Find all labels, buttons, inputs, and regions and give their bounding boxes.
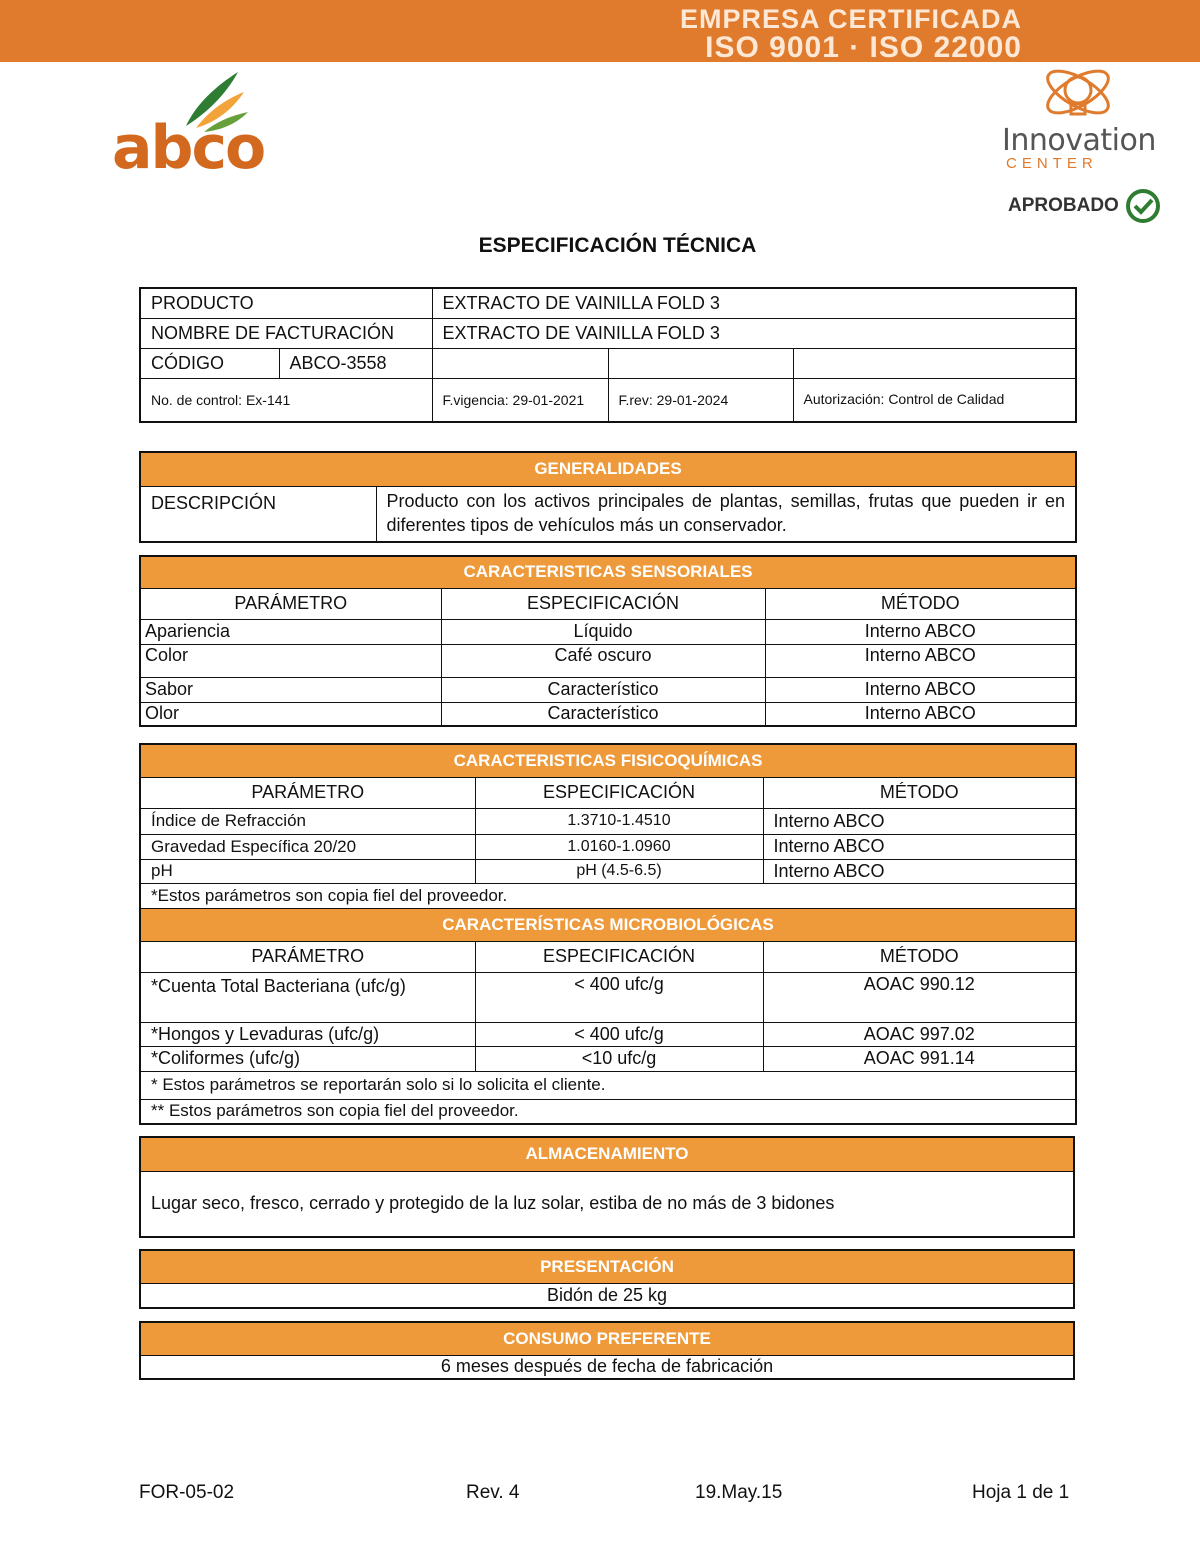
table-row — [140, 859, 1076, 883]
method-cell: AOAC 991.14 — [763, 1046, 1076, 1071]
column-header: MÉTODO — [763, 941, 1076, 972]
generalidades-table — [139, 451, 1077, 543]
column-header: ESPECIFICACIÓN — [441, 588, 765, 619]
revision-date: F.rev: 29-01-2024 — [608, 378, 793, 422]
method-cell: Interno ABCO — [763, 834, 1076, 859]
atom-bulb-icon — [1038, 60, 1118, 128]
table-row — [140, 1022, 1076, 1046]
method-cell: Interno ABCO — [765, 677, 1076, 702]
table-row — [140, 644, 1076, 677]
certification-line2: ISO 9001 · ISO 22000 — [705, 31, 1022, 64]
description-label: DESCRIPCIÓN — [140, 486, 376, 542]
footer-form-code: FOR-05-02 — [139, 1482, 235, 1503]
specification-cell: Líquido — [441, 619, 765, 644]
parameter-cell: *Coliformes (ufc/g) — [140, 1046, 475, 1071]
table-row — [140, 677, 1076, 702]
method-cell: Interno ABCO — [763, 859, 1076, 883]
column-header: ESPECIFICACIÓN — [475, 941, 763, 972]
authorization: Autorización: Control de Calidad — [793, 378, 1076, 422]
table-row — [140, 702, 1076, 726]
certification-text — [622, 6, 1022, 63]
billing-name-value: EXTRACTO DE VAINILLA FOLD 3 — [432, 318, 1076, 348]
table-row — [140, 1046, 1076, 1071]
specification-cell: 1.3710-1.4510 — [475, 808, 763, 834]
physicochemical-heading: CARACTERISTICAS FISICOQUÍMICAS — [140, 744, 1076, 777]
column-header: ESPECIFICACIÓN — [475, 777, 763, 808]
presentation-heading: PRESENTACIÓN — [140, 1250, 1074, 1283]
microbiological-note: ** Estos parámetros son copia fiel del proveedor. — [140, 1099, 1076, 1124]
physicochemical-note: *Estos parámetros son copia fiel del proveedor. — [140, 883, 1076, 908]
table-row — [140, 834, 1076, 859]
product-header-table — [139, 287, 1077, 423]
code-empty-cell — [793, 348, 1076, 378]
specification-cell: Característico — [441, 677, 765, 702]
abco-logo — [108, 64, 278, 183]
preferred-consumption-heading: CONSUMO PREFERENTE — [140, 1322, 1074, 1355]
parameter-cell: Olor — [140, 702, 441, 726]
column-header: PARÁMETRO — [140, 588, 441, 619]
parameter-cell: *Hongos y Levaduras (ufc/g) — [140, 1022, 475, 1046]
sensory-heading: CARACTERISTICAS SENSORIALES — [140, 556, 1076, 588]
specification-cell: 1.0160-1.0960 — [475, 834, 763, 859]
method-cell: AOAC 997.02 — [763, 1022, 1076, 1046]
parameter-cell: pH — [140, 859, 475, 883]
certification-banner — [0, 0, 1200, 62]
specification-cell: <10 ufc/g — [475, 1046, 763, 1071]
description-text: Producto con los activos principales de plantas, semillas, frutas que pueden ir en diferentes tipos de vehículos más un conservador. — [376, 486, 1076, 542]
code-value: ABCO-3558 — [279, 348, 432, 378]
method-cell: AOAC 990.12 — [763, 972, 1076, 1022]
table-row — [140, 972, 1076, 1022]
method-cell: Interno ABCO — [765, 702, 1076, 726]
specification-cell: < 400 ufc/g — [475, 972, 763, 1022]
abco-wordmark: abco — [112, 113, 265, 183]
parameter-cell: Sabor — [140, 677, 441, 702]
parameter-cell: Color — [140, 644, 441, 677]
specification-cell: Característico — [441, 702, 765, 726]
footer-date: 19.May.15 — [695, 1482, 783, 1503]
storage-text: Lugar seco, fresco, cerrado y protegido de la luz solar, estiba de no más de 3 bidones — [140, 1171, 1074, 1237]
code-empty-cell — [432, 348, 608, 378]
preferred-consumption-table — [139, 1321, 1075, 1380]
specification-cell: < 400 ufc/g — [475, 1022, 763, 1046]
footer-page: Hoja 1 de 1 — [972, 1482, 1070, 1503]
parameter-cell: Índice de Refracción — [140, 808, 475, 834]
table-row — [140, 619, 1076, 644]
parameter-cell: Apariencia — [140, 619, 441, 644]
control-number: No. de control: Ex-141 — [140, 378, 432, 422]
column-header: MÉTODO — [765, 588, 1076, 619]
table-row — [140, 808, 1076, 834]
approved-stamp — [1008, 188, 1161, 224]
generalidades-heading: GENERALIDADES — [140, 452, 1076, 486]
code-empty-cell — [608, 348, 793, 378]
sensory-table — [139, 555, 1077, 727]
check-circle-icon — [1125, 188, 1161, 224]
microbiological-note: * Estos parámetros se reportarán solo si lo solicita el cliente. — [140, 1071, 1076, 1099]
method-cell: Interno ABCO — [765, 644, 1076, 677]
validity-date: F.vigencia: 29-01-2021 — [432, 378, 608, 422]
specification-cell: Café oscuro — [441, 644, 765, 677]
innovation-subtitle: CENTER — [1006, 155, 1098, 172]
column-header: PARÁMETRO — [140, 777, 475, 808]
method-cell: Interno ABCO — [763, 808, 1076, 834]
footer-revision: Rev. 4 — [466, 1482, 520, 1503]
product-value: EXTRACTO DE VAINILLA FOLD 3 — [432, 288, 1076, 318]
parameter-cell: Gravedad Específica 20/20 — [140, 834, 475, 859]
code-label: CÓDIGO — [140, 348, 279, 378]
column-header: MÉTODO — [763, 777, 1076, 808]
billing-name-label: NOMBRE DE FACTURACIÓN — [140, 318, 432, 348]
method-cell: Interno ABCO — [765, 619, 1076, 644]
presentation-table — [139, 1249, 1075, 1309]
storage-table — [139, 1136, 1075, 1238]
approved-label: APROBADO — [1008, 195, 1119, 216]
preferred-consumption-text: 6 meses después de fecha de fabricación — [140, 1355, 1074, 1379]
parameter-cell: *Cuenta Total Bacteriana (ufc/g) — [140, 972, 475, 1022]
document-title: ESPECIFICACIÓN TÉCNICA — [478, 234, 757, 257]
product-label: PRODUCTO — [140, 288, 432, 318]
physicochemical-table — [139, 743, 1077, 1125]
presentation-text: Bidón de 25 kg — [140, 1283, 1074, 1308]
storage-heading: ALMACENAMIENTO — [140, 1137, 1074, 1171]
certification-line1: EMPRESA CERTIFICADA — [679, 4, 1022, 34]
microbiological-heading: CARACTERÍSTICAS MICROBIOLÓGICAS — [140, 908, 1076, 941]
innovation-wordmark: Innovation — [1002, 123, 1156, 158]
specification-cell: pH (4.5-6.5) — [475, 859, 763, 883]
column-header: PARÁMETRO — [140, 941, 475, 972]
